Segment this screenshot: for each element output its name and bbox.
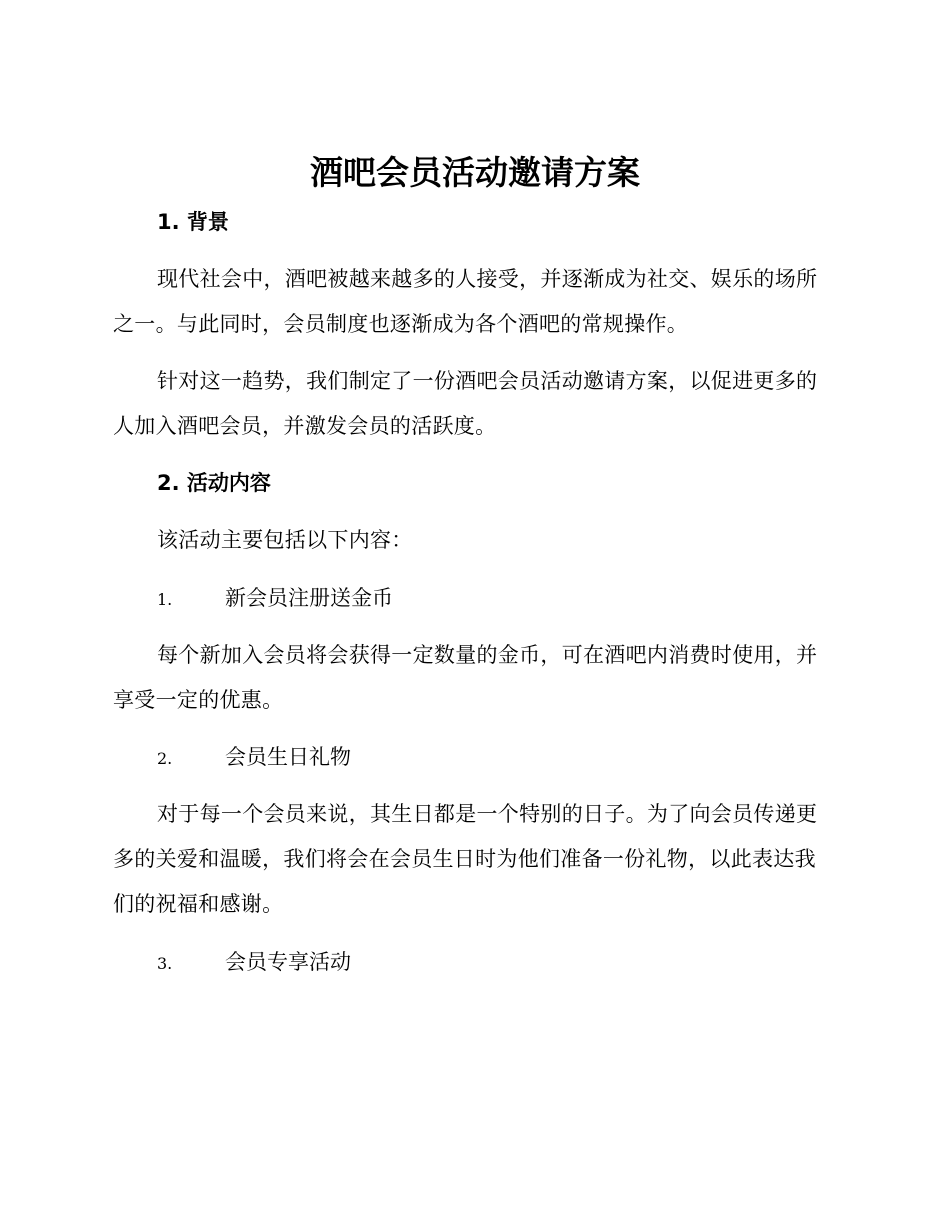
document-title: 酒吧会员活动邀请方案 bbox=[310, 153, 640, 192]
list-label: 会员专享活动 bbox=[225, 950, 351, 974]
background-paragraph-1: 现代社会中，酒吧被越来越多的人接受，并逐渐成为社交、娱乐的场所之一。与此同时，会员制度也逐渐成为各个酒吧的常规操作。 bbox=[113, 267, 818, 336]
section-heading-activities: 2. 活动内容 bbox=[157, 471, 271, 495]
activities-intro: 该活动主要包括以下内容： bbox=[157, 528, 413, 552]
list-label: 会员生日礼物 bbox=[225, 745, 351, 769]
list-item-2-description: 对于每一个会员来说，其生日都是一个特别的日子。为了向会员传递更多的关爱和温暖，我们将会在会员生日时为他们准备一份礼物，以此表达我们的祝福和感谢。 bbox=[113, 802, 818, 916]
section-heading-background: 1. 背景 bbox=[157, 210, 229, 234]
list-number: 1. bbox=[157, 590, 173, 609]
list-item-3 bbox=[157, 947, 351, 979]
list-item-1-description: 每个新加入会员将会获得一定数量的金币，可在酒吧内消费时使用，并享受一定的优惠。 bbox=[113, 643, 818, 712]
list-label: 新会员注册送金币 bbox=[225, 586, 393, 610]
list-number: 2. bbox=[157, 749, 173, 768]
background-paragraph-2: 针对这一趋势，我们制定了一份酒吧会员活动邀请方案，以促进更多的人加入酒吧会员，并激发会员的活跃度。 bbox=[113, 369, 818, 438]
list-number: 3. bbox=[157, 954, 173, 973]
list-item-2 bbox=[157, 742, 351, 774]
list-item-1 bbox=[157, 583, 393, 615]
